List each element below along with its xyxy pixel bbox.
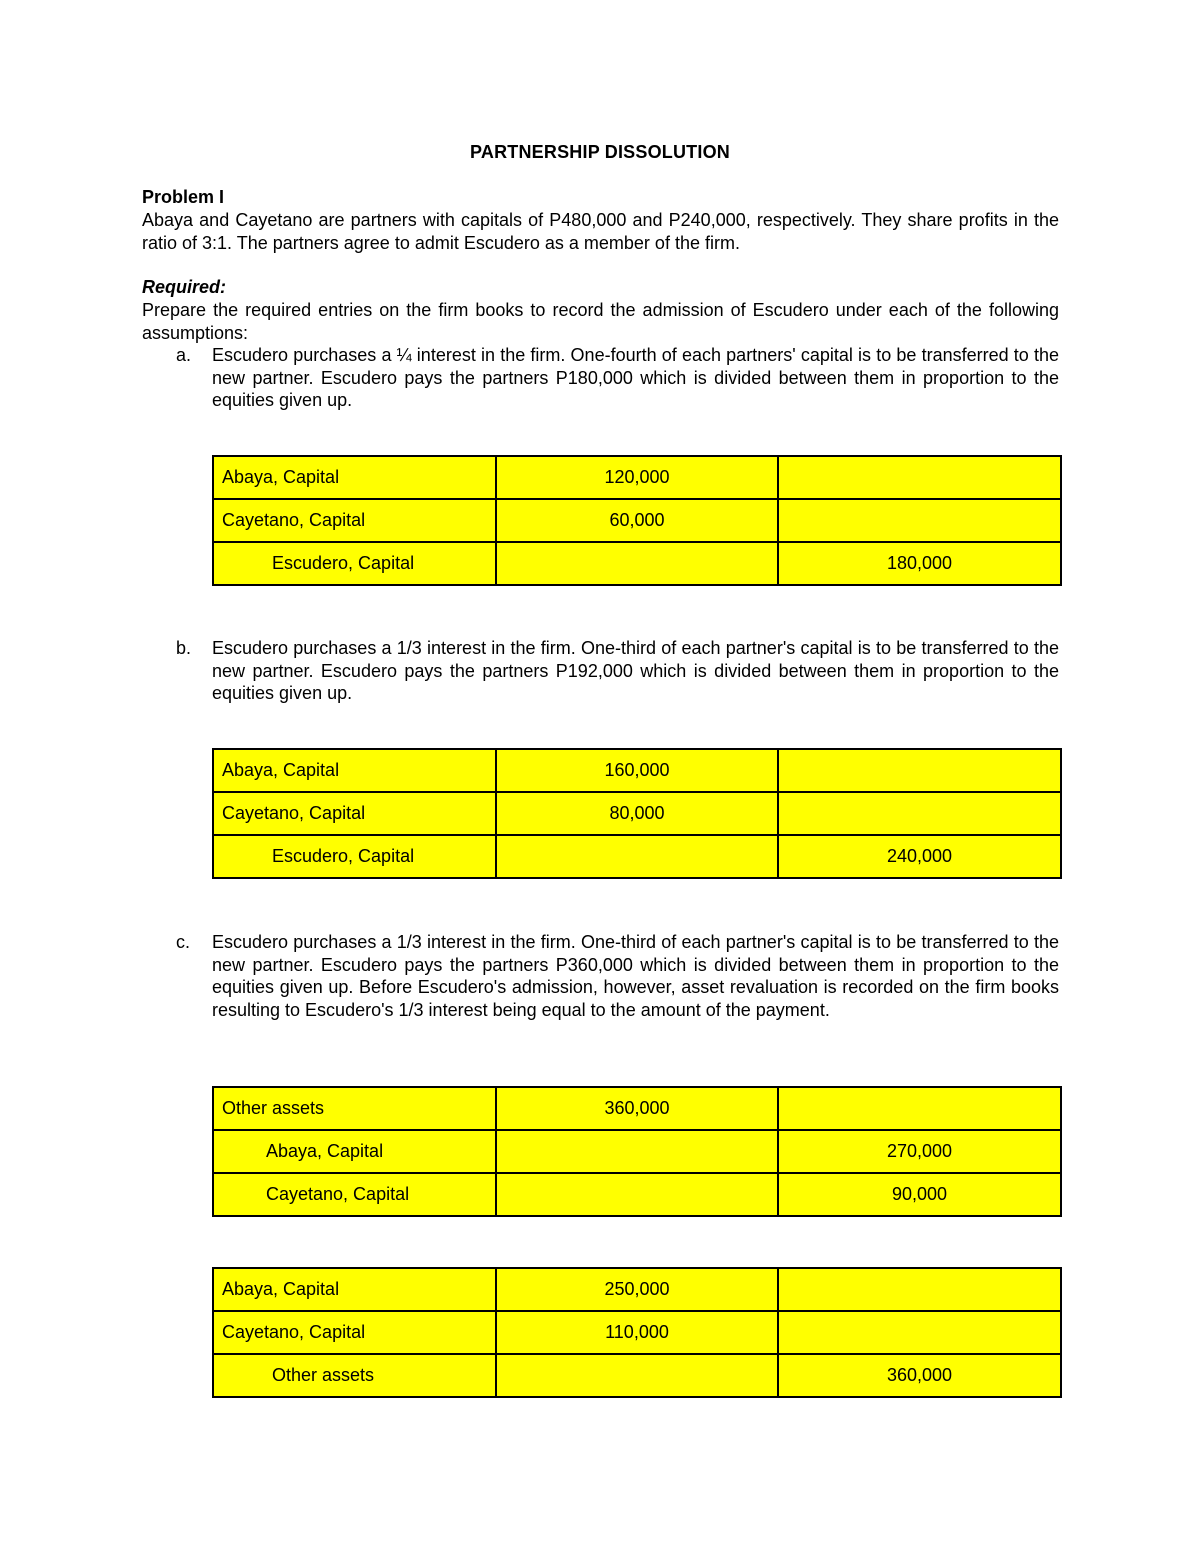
credit-cell [778,456,1061,499]
account-cell: Cayetano, Capital [213,499,496,542]
debit-cell [496,1130,778,1173]
debit-cell [496,835,778,878]
table-row [213,542,1061,585]
credit-cell: 90,000 [778,1173,1061,1216]
account-cell: Other assets [213,1087,496,1130]
assumption-letter: b. [176,638,192,658]
table-row [213,1130,1061,1173]
assumption-text: Escudero purchases a 1/3 interest in the firm. One-third of each partner's capital is to be transferred to the new partner. Escudero pays the partners P360,000 which is divided between them in proportion to the equities given up. Before Escudero's admission, however, asset revaluation is recorded on the firm books resulting to Escudero's 1/3 interest being equal to the amount of the payment. [212,932,1059,1020]
account-cell: Escudero, Capital [213,835,496,878]
credit-cell [778,792,1061,835]
journal-entry-b [212,748,1062,879]
credit-cell [778,1311,1061,1354]
problem-heading: Problem I [142,187,225,207]
credit-cell [778,499,1061,542]
debit-cell: 110,000 [496,1311,778,1354]
debit-cell: 60,000 [496,499,778,542]
table-row [213,1354,1061,1397]
assumption-a [142,344,1059,412]
assumption-text: Escudero purchases a 1/3 interest in the firm. One-third of each partner's capital is to be transferred to the new partner. Escudero pays the partners P192,000 which is divided between them in proportion to the equities given up. [212,638,1059,703]
account-cell: Escudero, Capital [213,542,496,585]
debit-cell [496,1354,778,1397]
journal-entry-c-admission [212,1267,1062,1398]
debit-cell: 160,000 [496,749,778,792]
credit-cell: 180,000 [778,542,1061,585]
assumption-letter: c. [176,932,191,952]
account-cell: Cayetano, Capital [213,1311,496,1354]
assumption-b [142,637,1059,705]
debit-cell: 250,000 [496,1268,778,1311]
credit-cell: 270,000 [778,1130,1061,1173]
table-row [213,1087,1061,1130]
assumption-c [142,931,1059,1021]
account-cell: Abaya, Capital [213,1268,496,1311]
table-row [213,749,1061,792]
debit-cell: 120,000 [496,456,778,499]
credit-cell [778,1268,1061,1311]
debit-cell: 360,000 [496,1087,778,1130]
assumption-letter: a. [176,345,192,365]
journal-entry-c-revaluation [212,1086,1062,1217]
credit-cell: 240,000 [778,835,1061,878]
account-cell: Abaya, Capital [213,1130,496,1173]
problem-text: Abaya and Cayetano are partners with capitals of P480,000 and P240,000, respectively. They share profits in the ratio of 3:1. The partners agree to admit Escudero as a member of the firm. [142,210,1059,253]
table-row [213,1268,1061,1311]
table-row [213,456,1061,499]
required-text: Prepare the required entries on the firm books to record the admission of Escudero under each of the following assumptions: [142,300,1059,343]
journal-entry-a [212,455,1062,586]
page-title: PARTNERSHIP DISSOLUTION [470,142,730,162]
required-label: Required: [142,277,227,297]
debit-cell [496,1173,778,1216]
credit-cell [778,1087,1061,1130]
account-cell: Cayetano, Capital [213,1173,496,1216]
account-cell: Abaya, Capital [213,749,496,792]
table-row [213,499,1061,542]
table-row [213,835,1061,878]
debit-cell: 80,000 [496,792,778,835]
table-row [213,792,1061,835]
credit-cell: 360,000 [778,1354,1061,1397]
table-row [213,1173,1061,1216]
assumption-text: Escudero purchases a ¼ interest in the firm. One-fourth of each partners' capital is to be transferred to the new partner. Escudero pays the partners P180,000 which is divided between them in proportion to the equities given up. [212,345,1059,410]
credit-cell [778,749,1061,792]
account-cell: Cayetano, Capital [213,792,496,835]
account-cell: Abaya, Capital [213,456,496,499]
table-row [213,1311,1061,1354]
debit-cell [496,542,778,585]
account-cell: Other assets [213,1354,496,1397]
